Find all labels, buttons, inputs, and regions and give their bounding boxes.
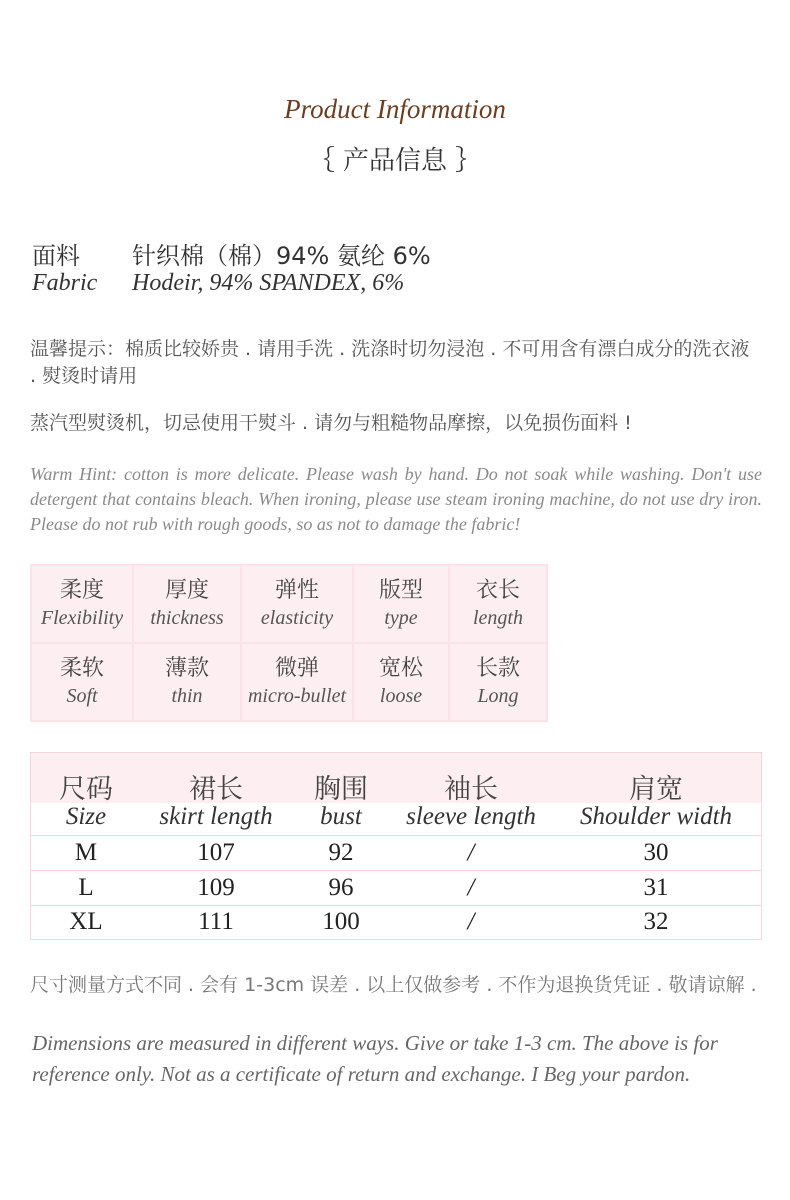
size-col-header-cn: 肩宽 bbox=[629, 774, 683, 805]
size-col-header-en: Size bbox=[65, 803, 107, 830]
size-cell: XL bbox=[69, 908, 103, 935]
attr-value-cell bbox=[353, 643, 449, 721]
size-cell: 111 bbox=[198, 908, 234, 935]
fabric-cn-row bbox=[32, 236, 431, 271]
size-table bbox=[30, 752, 762, 940]
size-cell: M bbox=[74, 839, 98, 866]
attr-value-cell bbox=[241, 643, 353, 721]
size-cell: 92 bbox=[328, 839, 354, 866]
size-col-header-en: bust bbox=[320, 803, 362, 830]
size-col-header-cn: 胸围 bbox=[314, 774, 368, 805]
size-cell: 32 bbox=[643, 908, 669, 935]
attr-header-cell bbox=[133, 565, 241, 643]
attr-value-cn: 微弹 bbox=[274, 656, 319, 681]
attributes-table bbox=[30, 564, 548, 722]
size-cell: 31 bbox=[643, 874, 669, 901]
attr-header-cn: 柔度 bbox=[59, 578, 104, 603]
size-cell: L bbox=[78, 874, 94, 901]
attr-value-cell bbox=[449, 643, 547, 721]
attr-value-cell bbox=[31, 643, 133, 721]
size-col-header-cn: 尺码 bbox=[59, 774, 113, 805]
divider bbox=[31, 870, 761, 871]
fabric-en-value: Hodeir, 94% SPANDEX, 6% bbox=[132, 270, 405, 296]
page-title-cn: ｛ 产品信息 ｝ bbox=[308, 146, 482, 176]
care-hint-cn-1: 温馨提示：棉质比较娇贵 . 请用手洗 . 洗涤时切勿浸泡 . 不可用含有漂白成分的洗衣液 . 熨烫时请用 bbox=[30, 338, 750, 387]
size-cell: 100 bbox=[322, 908, 360, 935]
fabric-cn-label: 面料 bbox=[32, 242, 80, 270]
attr-header-en: thickness bbox=[150, 607, 224, 629]
divider bbox=[31, 835, 761, 836]
measurement-note-en: Dimensions are measured in different ways. Give or take 1-3 cm. The above is for reference only. Not as a certificate of return and exchange. I Beg your pardon. bbox=[32, 1031, 718, 1086]
attr-header-cell bbox=[31, 565, 133, 643]
attr-value-en: Soft bbox=[66, 685, 98, 707]
attr-header-cn: 弹性 bbox=[274, 578, 319, 603]
size-cell: / bbox=[467, 874, 475, 901]
fabric-en-row bbox=[32, 270, 404, 297]
attr-value-cn: 柔软 bbox=[59, 656, 104, 681]
attr-header-cell bbox=[241, 565, 353, 643]
attr-header-en: type bbox=[384, 607, 418, 629]
attr-value-cn: 长款 bbox=[475, 656, 520, 681]
attr-header-cn: 版型 bbox=[378, 578, 423, 603]
attr-header-cell bbox=[353, 565, 449, 643]
size-cell: 107 bbox=[197, 839, 235, 866]
size-cell: 109 bbox=[197, 874, 235, 901]
attr-header-cn: 厚度 bbox=[164, 578, 209, 603]
size-cell: / bbox=[467, 908, 475, 935]
attr-value-cn: 薄款 bbox=[164, 656, 209, 681]
attr-value-cell bbox=[133, 643, 241, 721]
attr-header-en: Flexibility bbox=[40, 607, 124, 629]
attr-header-cell bbox=[449, 565, 547, 643]
size-cell: 96 bbox=[328, 874, 354, 901]
page-title-en: Product Information bbox=[284, 94, 506, 124]
size-col-header-en: Shoulder width bbox=[579, 803, 733, 830]
size-cell: 30 bbox=[643, 839, 669, 866]
attr-value-cn: 宽松 bbox=[378, 656, 423, 681]
attr-value-en: Long bbox=[477, 685, 519, 707]
attributes-value-row bbox=[31, 643, 547, 721]
attributes-header-row bbox=[31, 565, 547, 643]
attr-value-en: thin bbox=[171, 685, 203, 707]
attr-header-en: elasticity bbox=[260, 607, 334, 629]
care-hint-en: Warm Hint: cotton is more delicate. Please wash by hand. Do not soak while washing. Don't use detergent that contains bleach. When ironing, please use steam ironing machine, do not use dry iron. Please do not rub with rough goods, so as not to damage the fabric! bbox=[30, 464, 762, 534]
attr-value-en: micro-bullet bbox=[247, 685, 347, 707]
size-col-header-en: sleeve length bbox=[406, 803, 536, 830]
size-col-header-cn: 裙长 bbox=[189, 774, 243, 805]
care-hint-cn-2: 蒸汽型熨烫机，切忌使用干熨斗 . 请勿与粗糙物品摩擦，以免损伤面料 ! bbox=[30, 412, 632, 434]
size-col-header-en: skirt length bbox=[159, 803, 273, 830]
fabric-en-label: Fabric bbox=[32, 270, 98, 296]
fabric-cn-value: 针织棉（棉）94% 氨纶 6% bbox=[132, 242, 431, 270]
attr-value-en: loose bbox=[379, 685, 423, 707]
size-cell: / bbox=[467, 839, 475, 866]
divider bbox=[31, 905, 761, 906]
measurement-note-cn: 尺寸测量方式不同 . 会有 1-3cm 误差 . 以上仅做参考 . 不作为退换货凭证 . 敬请谅解 . bbox=[30, 974, 757, 996]
attr-header-en: length bbox=[473, 607, 523, 629]
size-col-header-cn: 袖长 bbox=[444, 774, 498, 805]
attr-header-cn: 衣长 bbox=[475, 578, 520, 603]
